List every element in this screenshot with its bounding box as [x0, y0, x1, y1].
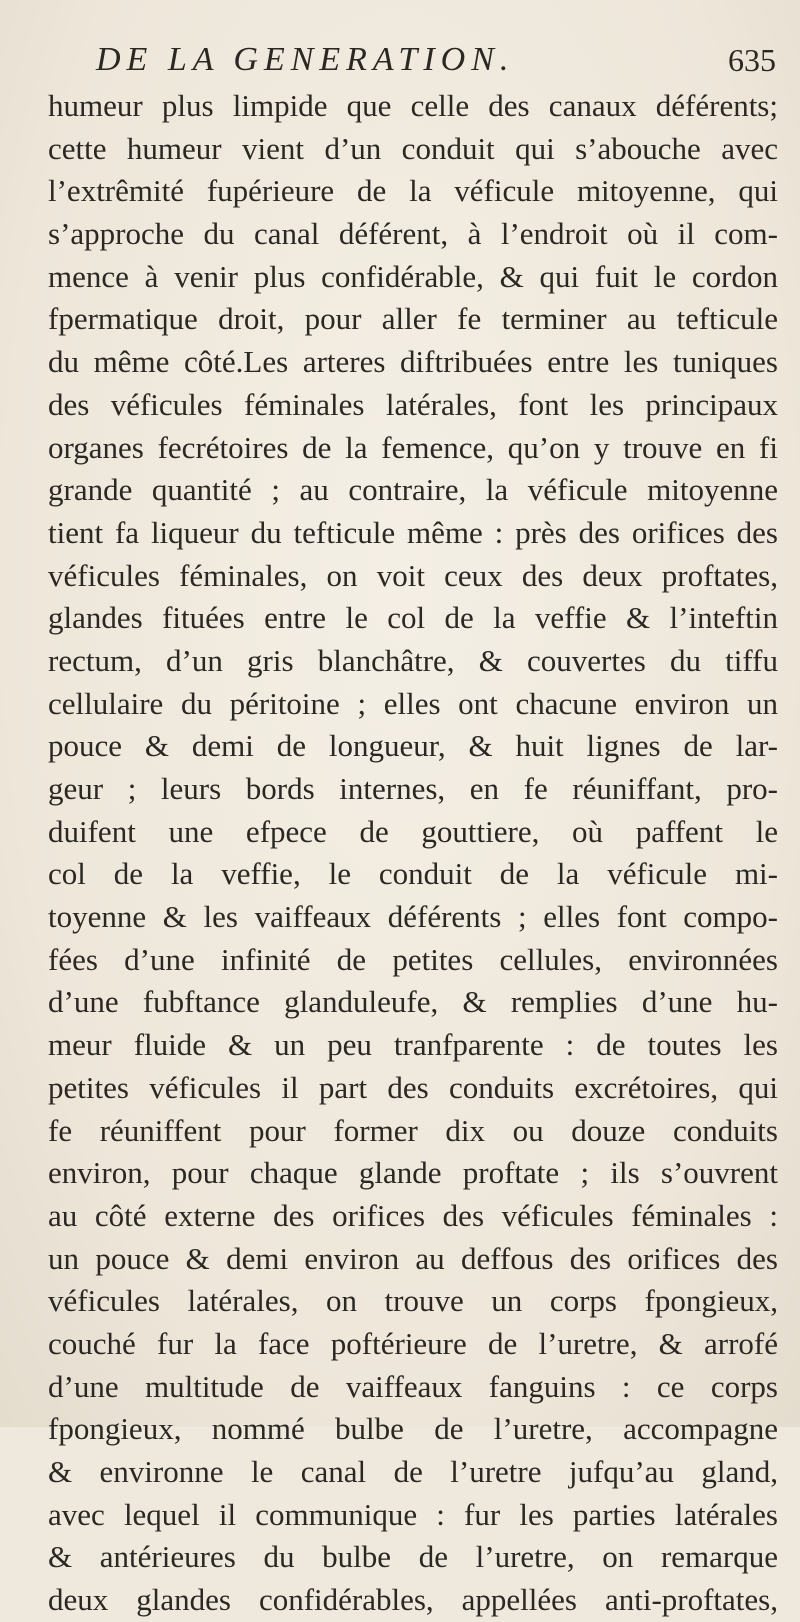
text-line: tient fa liqueur du tefticule même : près des orifices des: [48, 514, 778, 550]
text-line: deux glandes confidérables, appellées anti-proftates,: [48, 1582, 778, 1618]
text-line: col de la veffie, le conduit de la véficule mi-: [48, 856, 778, 892]
text-line: petites véficules il part des conduits excrétoires, qui: [48, 1069, 778, 1105]
text-line: véficules latérales, on trouve un corps fpongieux,: [48, 1283, 778, 1319]
text-line: toyenne & les vaiffeaux déférents ; elles font compo-: [48, 899, 778, 935]
text-line: geur ; leurs bords internes, en fe réuniffant, pro-: [48, 771, 778, 806]
text-line: des véficules féminales latérales, font les principaux: [48, 386, 778, 422]
text-line: d’une multitude de vaiffeaux fanguins : ce corps: [48, 1368, 778, 1404]
text-line: l’extrêmité fupérieure de la véficule mitoyenne, qui: [48, 173, 778, 209]
text-line: cette humeur vient d’un conduit qui s’abouche avec: [48, 130, 778, 166]
text-line: véficules féminales, on voit ceux des deux proftates,: [48, 557, 778, 593]
body-text: [48, 85, 778, 1622]
text-line: mence à venir plus confidérable, & qui fuit le cordon: [48, 258, 778, 294]
page-number: 635: [728, 42, 776, 78]
text-line: un pouce & demi environ au deffous des orifices des: [48, 1240, 778, 1276]
text-line: du même côté.Les arteres diftribuées entre les tuniques: [48, 344, 778, 380]
text-line: fpongieux, nommé bulbe de l’uretre, accompagne: [48, 1411, 778, 1447]
text-line: grande quantité ; au contraire, la véficule mitoyenne: [48, 472, 778, 508]
text-line: fe réuniffent pour former dix ou douze conduits: [48, 1112, 778, 1148]
text-line: organes fecrétoires de la femence, qu’on y trouve en fi: [48, 429, 778, 465]
text-line: fées d’une infinité de petites cellules, environnées: [48, 941, 778, 977]
text-line: environ, pour chaque glande proftate ; ils s’ouvrent: [48, 1155, 778, 1191]
text-line: & environne le canal de l’uretre jufqu’au gland,: [48, 1454, 778, 1489]
text-line: duifent une efpece de gouttiere, où paffent le: [48, 813, 778, 849]
text-line: au côté externe des orifices des véficules féminales :: [48, 1197, 778, 1233]
page-header: [96, 40, 776, 80]
text-line: fpermatique droit, pour aller fe terminer au tefticule: [48, 301, 778, 337]
text-line: couché fur la face poftérieure de l’uretre, & arrofé: [48, 1325, 778, 1361]
text-line: cellulaire du péritoine ; elles ont chacune environ un: [48, 685, 778, 721]
running-head: DE LA GENERATION.: [96, 41, 515, 78]
text-line: glandes fituées entre le col de la veffie & l’inteftin: [48, 600, 778, 636]
text-line: s’approche du canal déférent, à l’endroit où il com-: [48, 216, 778, 252]
text-line: pouce & demi de longueur, & huit lignes de lar-: [48, 728, 778, 764]
text-line: rectum, d’un gris blanchâtre, & couvertes du tiffu: [48, 642, 778, 678]
text-line: humeur plus limpide que celle des canaux déférents;: [48, 88, 778, 123]
text-line: & antérieures du bulbe de l’uretre, on remarque: [48, 1539, 778, 1575]
text-line: avec lequel il communique : fur les parties latérales: [48, 1496, 778, 1532]
text-line: meur fluide & un peu tranfparente : de toutes les: [48, 1027, 778, 1063]
text-line: d’une fubftance glanduleufe, & remplies d’une hu-: [48, 984, 778, 1020]
